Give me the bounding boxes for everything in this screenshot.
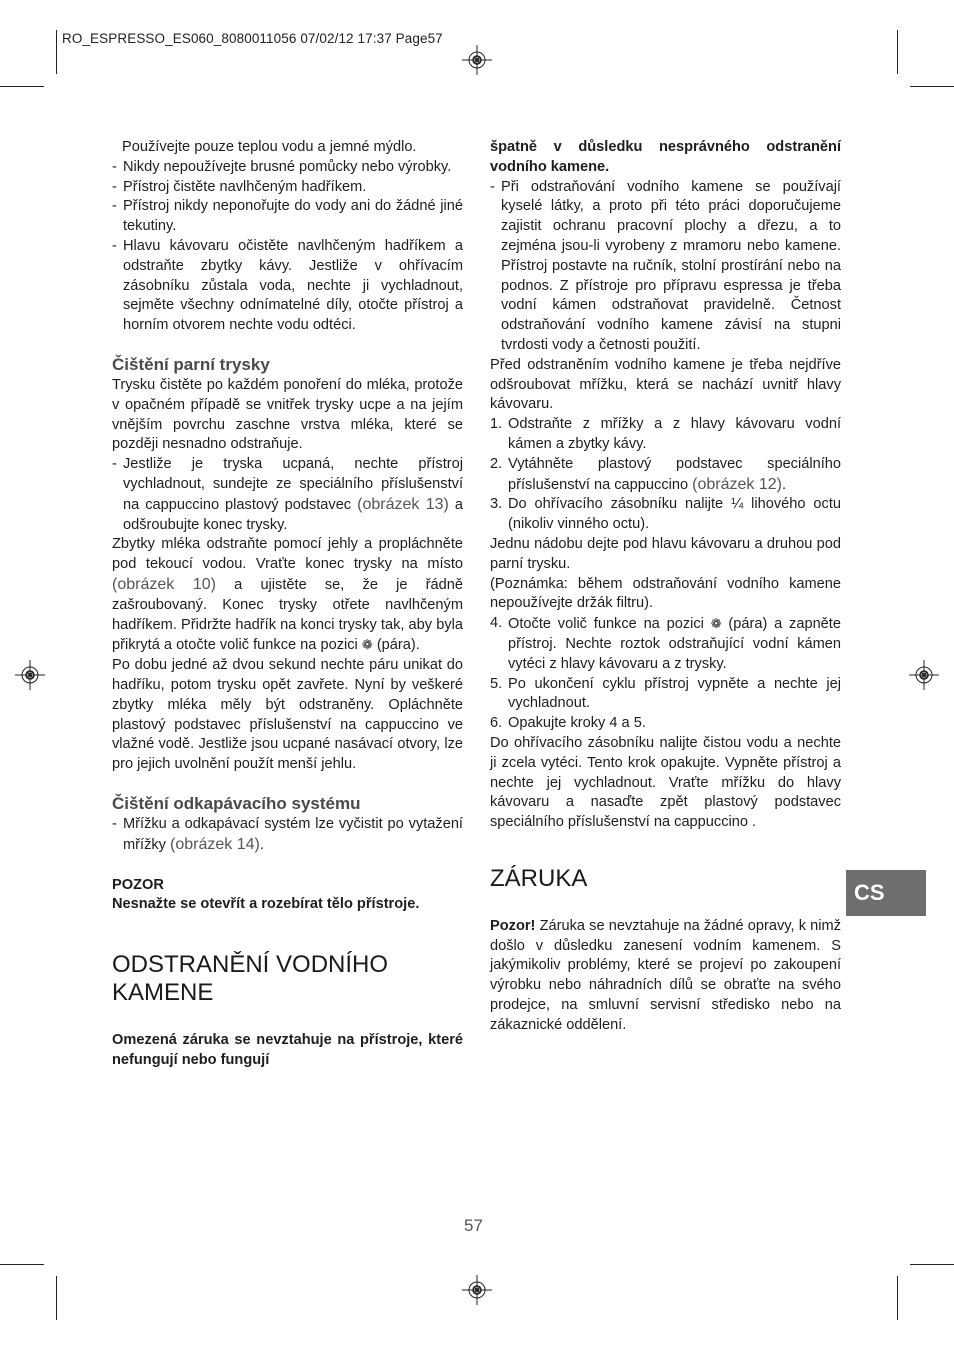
- step-item: 5. Po ukončení cyklu přístroj vypněte a nechte jej vychladnout.: [490, 675, 841, 712]
- descaling-paragraph: Do ohřívacího zásobníku nalijte čistou vodu a nechte ji zcela vytéci. Tento krok opakujte. Vypněte přístroj a nechte jej vychladnout. Vraťte mřížku do hlavy kávovaru a nasaďte zpět plastový podstavec speciálního příslušenství na cappuccino .: [490, 734, 841, 831]
- descaling-paragraph: (Poznámka: během odstraňování vodního kamene nepoužívejte držák filtru).: [490, 575, 841, 612]
- figure-reference: (obrázek 13): [357, 495, 449, 513]
- warning-text: Nesnažte se otevřít a rozebírat tělo přístroje.: [112, 896, 420, 913]
- list-item: - Jestliže je tryska ucpaná, nechte přístroj vychladnout, sundejte ze speciálního příslušenství na cappuccino plastový podstavec (obrázek 13) a odšroubujte konec trysky.: [112, 456, 463, 533]
- list-item: - Přístroj nikdy neponořujte do vody ani do žádné jiné tekutiny.: [112, 198, 463, 235]
- steam-nozzle-heading: Čištění parní trysky: [112, 354, 270, 374]
- crop-mark: [910, 1264, 954, 1265]
- list-item: - Při odstraňování vodního kamene se používají kyselé látky, a proto při této práci doporučujeme zajistit ochranu pracovní plochy a dřezu, a to zejména jsou-li vyrobeny z mramoru nebo kamene. Přístroj postavte na ručník, stolní prostírání nebo na podnos. Z přístroje pro přípravu espressa je třeba vodní kámen odstraňovat pravidelně. Četnost odstraňování vodního kamene závisí na stupni tvrdosti vody a četnosti použití.: [490, 178, 841, 353]
- crop-mark: [897, 1276, 898, 1320]
- figure-reference: (obrázek 14): [170, 835, 260, 853]
- step-item: 3. Do ohřívacího zásobníku nalijte ¼ lihového octu (nikoliv vinného octu).: [490, 496, 841, 533]
- descaling-paragraph: Jednu nádobu dejte pod hlavu kávovaru a druhou pod parní trysku.: [490, 535, 841, 572]
- descaling-heading: ODSTRANĚNÍ VODNÍHO KAMENE: [112, 951, 389, 1007]
- crop-mark: [910, 86, 954, 87]
- list-item: - Hlavu kávovaru očistěte navlhčeným hadříkem a odstraňte zbytky kávy. Jestliže v ohřívacím zásobníku zůstala voda, nechte ji vychladnout, sejměte všechny odnímatelné díly, otočte přístroj a horním otvorem nechte vodu odtéci.: [112, 237, 463, 334]
- drip-tray-heading: Čištění odkapávacího systému: [112, 793, 361, 813]
- language-tab: CS: [846, 870, 926, 916]
- step-item: 4. Otočte volič funkce na pozici ❁ (pára) a zapněte přístroj. Nechte roztok odstraňující vodní kámen vytéci z hlavy kávovaru a z trysky.: [490, 615, 841, 672]
- page-number: 57: [464, 1216, 483, 1235]
- descaling-bold-continuation: špatně v důsledku nesprávného odstranění vodního kamene.: [490, 139, 841, 175]
- left-column: [112, 138, 463, 1071]
- step-item: 1. Odstraňte z mřížky a z hlavy kávovaru vodní kámen a zbytky kávy.: [490, 416, 841, 452]
- figure-reference: (obrázek 10): [112, 575, 216, 593]
- step-item: 2. Vytáhněte plastový podstavec speciálního příslušenství na cappuccino (obrázek 12).: [490, 455, 841, 493]
- warning-title: POZOR: [112, 876, 164, 893]
- figure-reference: (obrázek 12): [692, 475, 782, 493]
- crop-mark: [0, 1264, 44, 1265]
- descaling-bold-text: Omezená záruka se nevztahuje na přístroje, které nefungují nebo fungují: [112, 1032, 463, 1068]
- warranty-heading: ZÁRUKA: [490, 864, 588, 892]
- crop-mark: [897, 30, 898, 74]
- list-item: - Mřížku a odkapávací systém lze vyčistit po vytažení mřížky (obrázek 14).: [112, 815, 463, 853]
- steam-paragraph: Trysku čistěte po každém ponoření do mléka, protože v opačném případě se vnitřek trysky ucpe a na jejím vnějším povrchu zaschne vrstva mléka, které se později nesnadno odstraňuje.: [112, 376, 463, 453]
- step-item: 6. Opakujte kroky 4 a 5.: [490, 715, 646, 732]
- crop-mark: [0, 86, 44, 87]
- crop-mark: [56, 1276, 57, 1320]
- steam-symbol-icon: ❁: [361, 637, 373, 653]
- steam-paragraph: Po dobu jedné až dvou sekund nechte páru unikat do hadříku, potom trysku opět zavřete. Nyní by veškeré zbytky mléka měly být odstraněny. Opláchněte plastový podstavec příslušenství na cappuccino ve vlažné vodě. Jestliže jsou ucpané nasávací otvory, lze pro jejich uvolnění použít menší jehlu.: [112, 657, 463, 773]
- registration-mark-icon: [909, 660, 939, 690]
- print-slug-header: RO_ESPRESSO_ES060_8080011056 07/02/12 17:37 Page57: [62, 31, 443, 46]
- registration-mark-icon: [462, 1275, 492, 1305]
- warranty-paragraph: Pozor! Záruka se nevztahuje na žádné opravy, k nimž došlo v důsledku zanesení vodním kamenem. S jakýmikoliv problémy, které se projeví po zakoupení výrobku nebo náhradních dílů se obraťte na svého prodejce, na smluvní servisní středisko nebo na zákaznické oddělení.: [490, 917, 841, 1033]
- steam-paragraph: Zbytky mléka odstraňte pomocí jehly a propláchněte pod tekoucí vodou. Vraťte konec trysky na místo (obrázek 10) a ujistěte se, že je řádně zašroubovaný. Konec trysky otřete navlhčeným hadříkem. Přidržte hadřík na konci trysky tak, aby byla přikrytá a otočte volič funkce na pozici ❁ (pára).: [112, 536, 463, 654]
- list-item: - Přístroj čistěte navlhčeným hadříkem.: [112, 178, 367, 195]
- crop-mark: [56, 30, 57, 74]
- steam-symbol-icon: ❁: [710, 616, 722, 632]
- registration-mark-icon: [15, 660, 45, 690]
- list-item: - Nikdy nepoužívejte brusné pomůcky nebo výrobky.: [112, 158, 452, 175]
- descaling-paragraph: Před odstraněním vodního kamene je třeba nejdříve odšroubovat mřížku, která se nachází uvnitř hlavy kávovaru.: [490, 356, 841, 413]
- registration-mark-icon: [462, 45, 492, 75]
- cleaning-bullets: [112, 158, 463, 336]
- right-column: [490, 138, 841, 1036]
- intro-line: Používejte pouze teplou vodu a jemné mýdlo.: [122, 139, 417, 155]
